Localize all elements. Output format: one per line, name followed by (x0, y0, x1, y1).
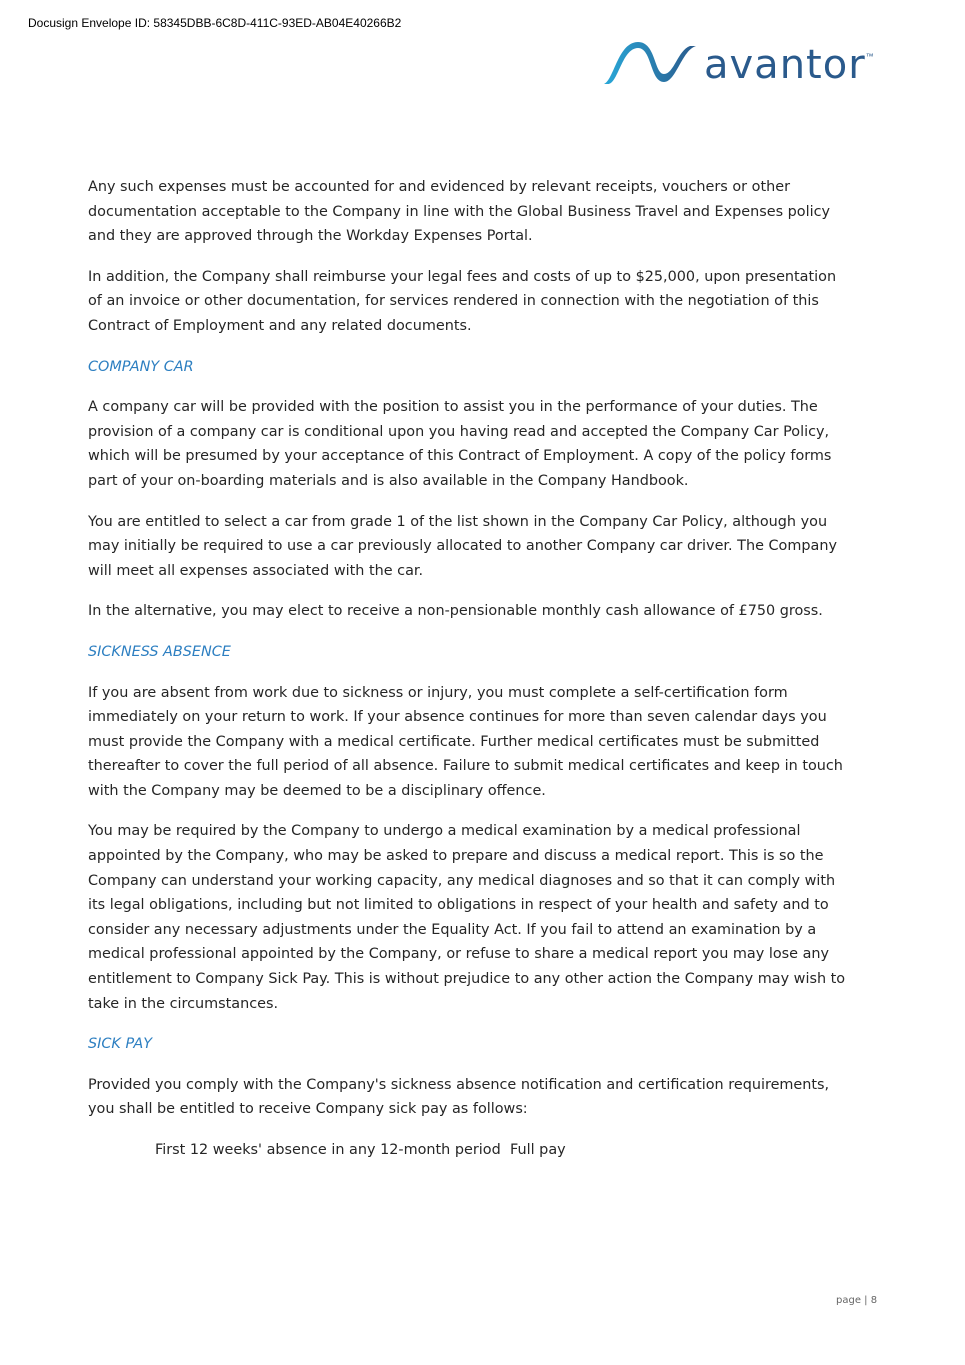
sick-pay-heading: SICK PAY (88, 1036, 153, 1053)
legal-fees-paragraph: In addition, the Company shall reimburse your legal fees and costs of up to $25,000, upon presentation of an invoice or other documentation, for services rendered in connection with the negotiation of this Contract of Employment and any related documents. (88, 268, 837, 334)
avantor-logo-mark-icon (604, 40, 700, 90)
sickness-paragraph-1: If you are absent from work due to sickness or injury, you must complete a self-certification form immediately on your return to work. If your absence continues for more than seven calendar days you must provide the Company with a medical certificate. Further medical certificates must be submitted thereafter to cover the full period of all absence. Failure to submit medical certificates and keep in touch with the Company may be deemed to be a disciplinary offence. (88, 684, 843, 799)
company-car-paragraph-2: You are entitled to select a car from grade 1 of the list shown in the Company Car Policy, although you may initially be required to use a car previously allocated to another Company car driver. The Company will meet all expenses associated with the car. (88, 513, 837, 579)
company-car-paragraph-3: In the alternative, you may elect to receive a non-pensionable monthly cash allowance of £750 gross. (88, 603, 823, 620)
sickness-absence-heading: SICKNESS ABSENCE (88, 643, 231, 660)
document-body (88, 175, 853, 1163)
sick-pay-paragraph: Provided you comply with the Company's sickness absence notification and certification requirements, you shall be entitled to receive Company sick pay as follows: (88, 1076, 830, 1118)
company-car-paragraph-1: A company car will be provided with the position to assist you in the performance of your duties. The provision of a company car is conditional upon you having read and accepted the Company Car Policy, which will be presumed by your acceptance of this Contract of Employment. A copy of the policy forms part of your on-boarding materials and is also available in the Company Handbook. (88, 399, 832, 489)
page-number: page | 8 (836, 1295, 878, 1306)
sick-pay-table-row (155, 1138, 853, 1163)
expenses-paragraph: Any such expenses must be accounted for and evidenced by relevant receipts, vouchers or other documentation acceptable to the Company in line with the Global Business Travel and Expenses policy and they are approved through the Workday Expenses Portal. (88, 179, 831, 245)
trademark-symbol: ™ (865, 52, 874, 61)
avantor-wordmark: avantor (704, 42, 866, 88)
avantor-logo (604, 40, 874, 90)
sick-pay-period: First 12 weeks' absence in any 12-month period (155, 1142, 501, 1158)
sickness-paragraph-2: You may be required by the Company to undergo a medical examination by a medical professional appointed by the Company, who may be asked to prepare and discuss a medical report. This is so the Company can understand your working capacity, any medical diagnoses and so that it can comply with its legal obligations, including but not limited to obligations in respect of your health and safety and to consider any necessary adjustments under the Equality Act. If you fail to attend an examination by a medical professional appointed by the Company, or refuse to share a medical report you may lose any entitlement to Company Sick Pay. This is without prejudice to any other action the Company may wish to take in the circumstances. (88, 823, 846, 1012)
company-car-heading: COMPANY CAR (88, 358, 194, 375)
sick-pay-amount: Full pay (510, 1142, 566, 1158)
docusign-envelope-id: Docusign Envelope ID: 58345DBB-6C8D-411C-93ED-AB04E40266B2 (28, 16, 402, 30)
